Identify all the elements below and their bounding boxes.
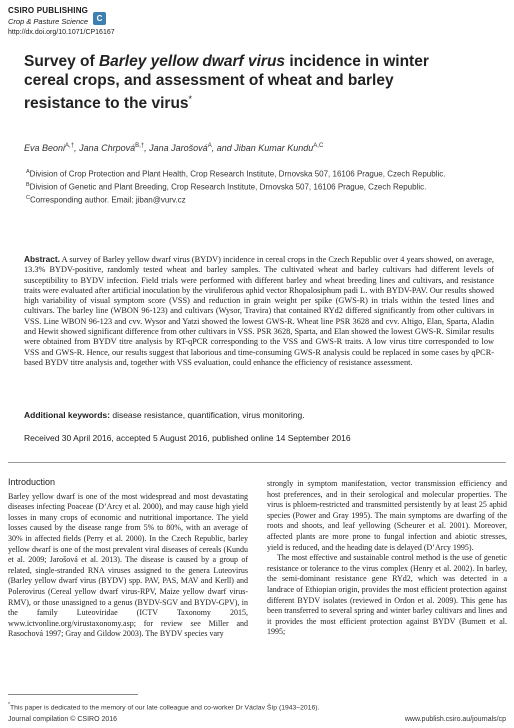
paragraph: Barley yellow dwarf is one of the most widespread and most devastating diseases infecting Poaceae (D’Arcy et al. 2000), and may cause high yield losses in many crops of economic and nutritional importance. The yield losses caused by the disease range from 5% to 80%, with an average of 30% in affected fields (Perry et al. 2000). In the Czech Republic, barley yellow dwarf is one of the most prevalent viral diseases of cereals (Kundu et al. 2009; Jarošová et al. 2013). The disease is caused by a group of related, single-stranded RNA viruses assigned to the genera Luteovirus (Barley yellow dwarf virus (BYDV) spp. PAV, PAS, MAV and Kerll) and Polerovirus (Cereal yellow dwarf virus-RPV, Maize yellow dwarf virus-RMV), or those unassigned to a genus (BYDV-SGV and BYDV-GPV), in the family Luteoviridae (ICTV Taxonomy 2015, www.ictvonline.org/virustaxonomy.asp; for review see Miller and Rasochová 1997; Gray and Gildow 2003). The BYDV species vary — [8, 491, 248, 639]
right-column — [267, 479, 507, 638]
affiliations — [26, 167, 476, 206]
footnote-rule — [8, 694, 138, 695]
page-footer — [8, 716, 506, 723]
author-name: Jana Chrpová — [79, 143, 136, 153]
author-list: Eva Beoni$^{A,\dagger}$, Jana Chrpová$^{B,\dagger}$, Jana Jarošová$^A$, and Jiban Kumar Kundu$^{A,C}$ — [24, 143, 324, 153]
copyright-text: Journal compilation © CSIRO 2016 — [8, 716, 118, 723]
author-name: Eva Beoni — [24, 143, 66, 153]
paragraph: strongly in symptom manifestation, vector transmission efficiency and host preferences, and in their serological and molecular properties. The virus is phloem-restricted and transmitted persistently by at least 25 aphid species (Power and Gray 1995). The main symptoms are dwarfing of the roots and shoots, and leaf yellowing (Scheurer et al. 2001). Moreover, affected plants are more prone to fungal infection and abiotic stresses, yield is reduced, and the heading date is delayed (D’Arcy 1995). — [267, 479, 507, 552]
journal-name: Crop & Pasture Science — [8, 17, 89, 26]
article-title: Survey of Barley yellow dwarf virus incidence in winter cereal crops, and assessment of wheat and barley resistance to the virus* — [24, 53, 429, 113]
abstract — [24, 254, 494, 368]
author-name: and Jiban Kumar Kundu — [216, 143, 314, 153]
journal-url[interactable]: www.publish.csiro.au/journals/cp — [404, 716, 506, 723]
section-heading: Introduction — [8, 477, 56, 487]
left-column — [8, 477, 248, 640]
author-name: Jana Jarošová — [149, 143, 208, 153]
keywords — [24, 410, 494, 420]
affiliation-item: $^A$Division of Crop Protection and Plant Health, Crop Research Institute, Drnovska 507, 16106 Prague, Czech Republic. — [26, 169, 446, 179]
crossmark-badge-icon[interactable]: C — [93, 12, 106, 25]
paragraph: The most effective and sustainable control method is the use of genetic resistance or tolerance to the virus complex (Henry et al. 2002). In barley, the semi-dominant resistance gene RYd2, which was detected in a landrace of Ethiopian origin, provides the most efficient protection against different BYDV isolates (reviewed in Ordon et al. 2009). This gene has been transferred to several spring and winter barley cultivars and lines and it provides the most efficient protection against BYDV (Burnett et al. 1995; — [267, 553, 507, 637]
footnote: *This paper is dedicated to the memory of our late colleague and co-worker Dr Václav Šíp (1943–2016). — [8, 702, 320, 712]
publication-dates: Received 30 April 2016, accepted 5 August 2016, published online 14 September 2016 — [24, 433, 351, 443]
section-divider — [8, 462, 506, 463]
keywords-text: disease resistance, quantification, virus monitoring. — [112, 410, 305, 420]
affiliation-item: $^B$Division of Genetic and Plant Breeding, Crop Research Institute, Drnovska 507, 16106 Prague, Czech Republic. — [26, 182, 427, 192]
affiliation-item: $^C$Corresponding author. Email: jiban@vurv.cz — [26, 195, 186, 205]
abstract-label: Abstract. — [24, 254, 60, 264]
publisher-name: CSIRO PUBLISHING — [8, 6, 89, 15]
abstract-text: A survey of Barley yellow dwarf virus (BYDV) incidence in cereal crops in the Czech Republic over 4 years showed, on average, 13.3% BYDV-positive, randomly tested wheat and barley samples. The cultivated wheat and barley cultivars had different levels of susceptibility to BYDV infection. Field trials were performed with different barley and wheat breeding lines and cultivars, and resistance traits were evaluated after artificial inoculation by the viruliferous aphid vector Rhopalosiphum padi L. with BYDV-PAV. Our results showed high variability of visual symptom score (VSS) and reduction in grain weight per spike (GWS-R) in trials within the tested lines and cultivars. The barley line (WBON 96-123) and cultivars (Wysor, Travira) that contained RYd2 differed significantly from other cultivars in VSS. Line WBON 96-123 and cvv. Wysor and Yatzi showed the lowest GWS-R. Wheat line PSR 3628 and cvv. Altigo, Elan, Sparta, Aladin and Hewit showed significant difference from other cultivars in VSS. PSR 3628, Sparta, and Elan showed the lowest GWS-R. Similar results were obtained from BYDV titre analysis by RT-qPCR corresponding to the VSS and GWS-R traits. A low virus titre corresponded to low VSS and GWS-R. Hence, our results suggest that laborious and time-consuming GWS-R analysis could be replaced in some cases by qPCR-based BYDV titre analysis and, together with VSS evaluation, could enhance the efficiency of resistance assessment. — [24, 255, 494, 367]
keywords-label: Additional keywords: — [24, 410, 110, 420]
doi-link[interactable]: http://dx.doi.org/10.1071/CP16167 — [8, 29, 115, 36]
